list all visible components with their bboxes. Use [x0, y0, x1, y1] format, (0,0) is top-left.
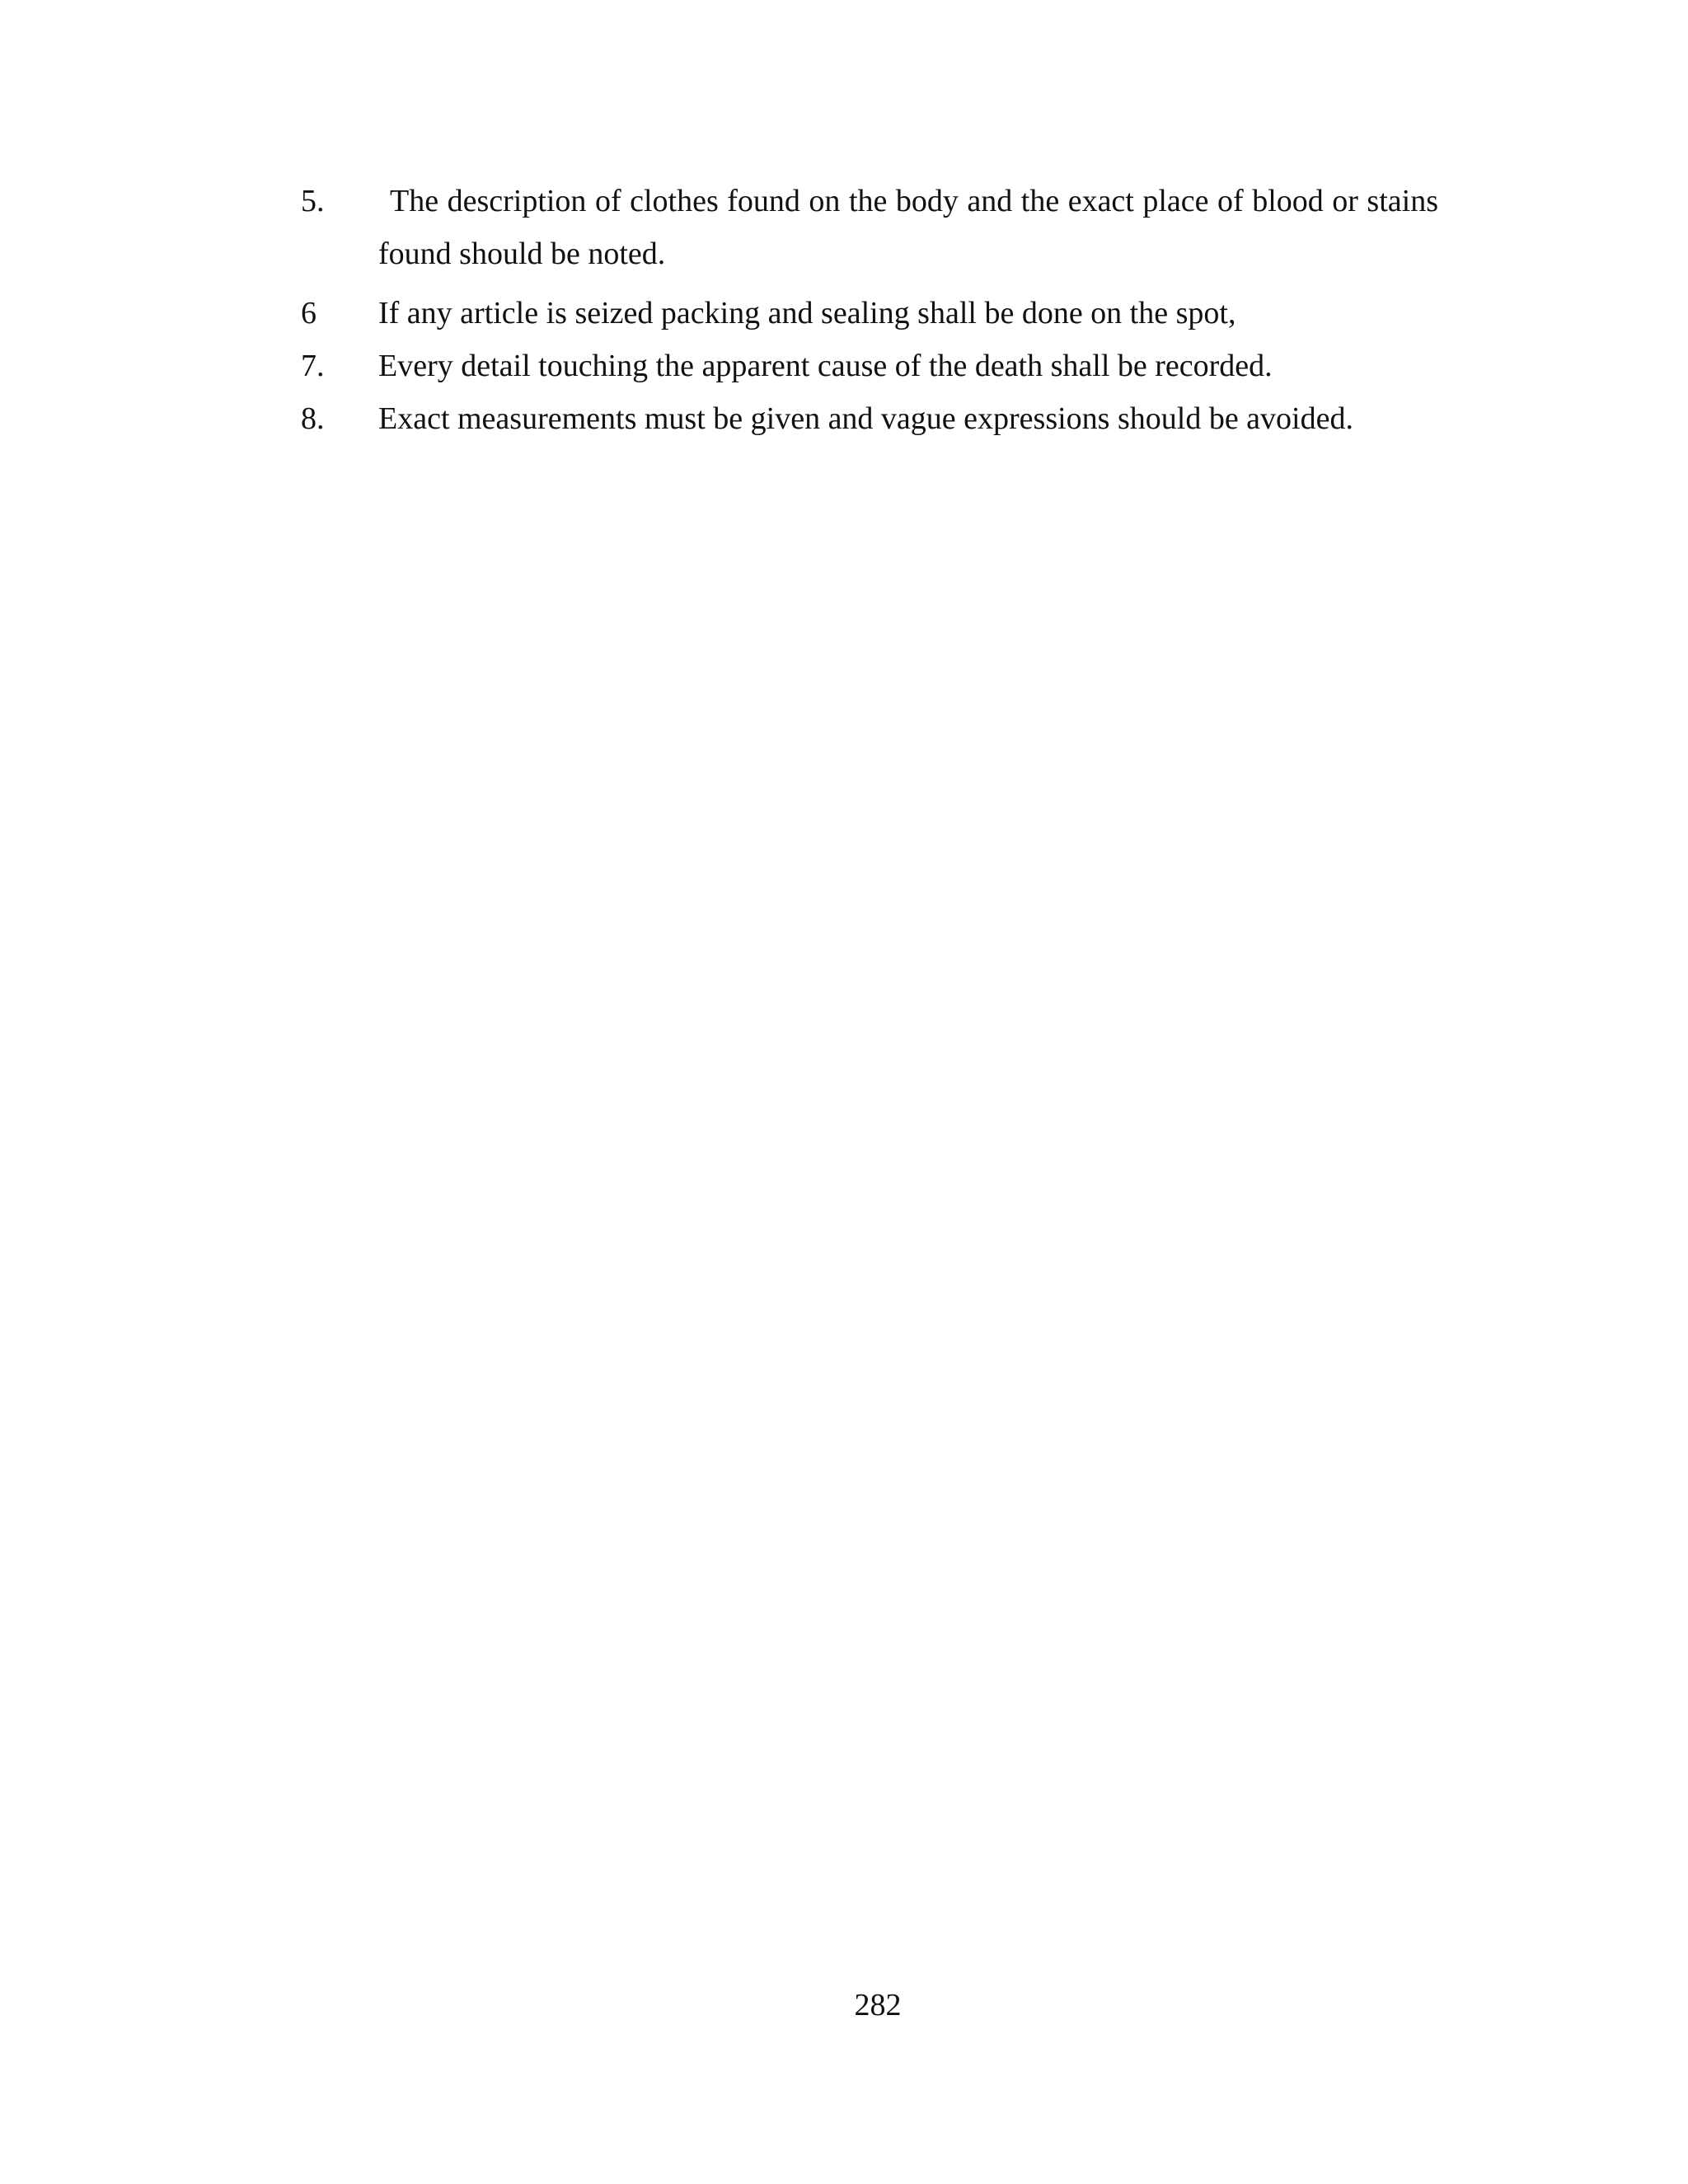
list-item — [301, 175, 1438, 280]
list-item-number: 7. — [301, 349, 325, 383]
list-item — [301, 287, 1438, 340]
list-item — [301, 340, 1438, 392]
list-item-number: 5. — [301, 184, 325, 218]
list-item-text: Every detail touching the apparent cause of the death shall be recorded. — [378, 349, 1273, 383]
list-item — [301, 392, 1438, 445]
list-item-text: The description of clothes found on the body and the exact place of blood or stains found should be noted. — [378, 184, 1438, 271]
page-number: 282 — [854, 1988, 902, 2022]
list-item-number: 6 — [301, 296, 316, 330]
list-item-text: If any article is seized packing and sealing shall be done on the spot, — [378, 296, 1236, 330]
list-item-number: 8. — [301, 401, 325, 436]
list-item-text: Exact measurements must be given and vague expressions should be avoided. — [378, 401, 1353, 436]
numbered-list — [301, 175, 1438, 445]
